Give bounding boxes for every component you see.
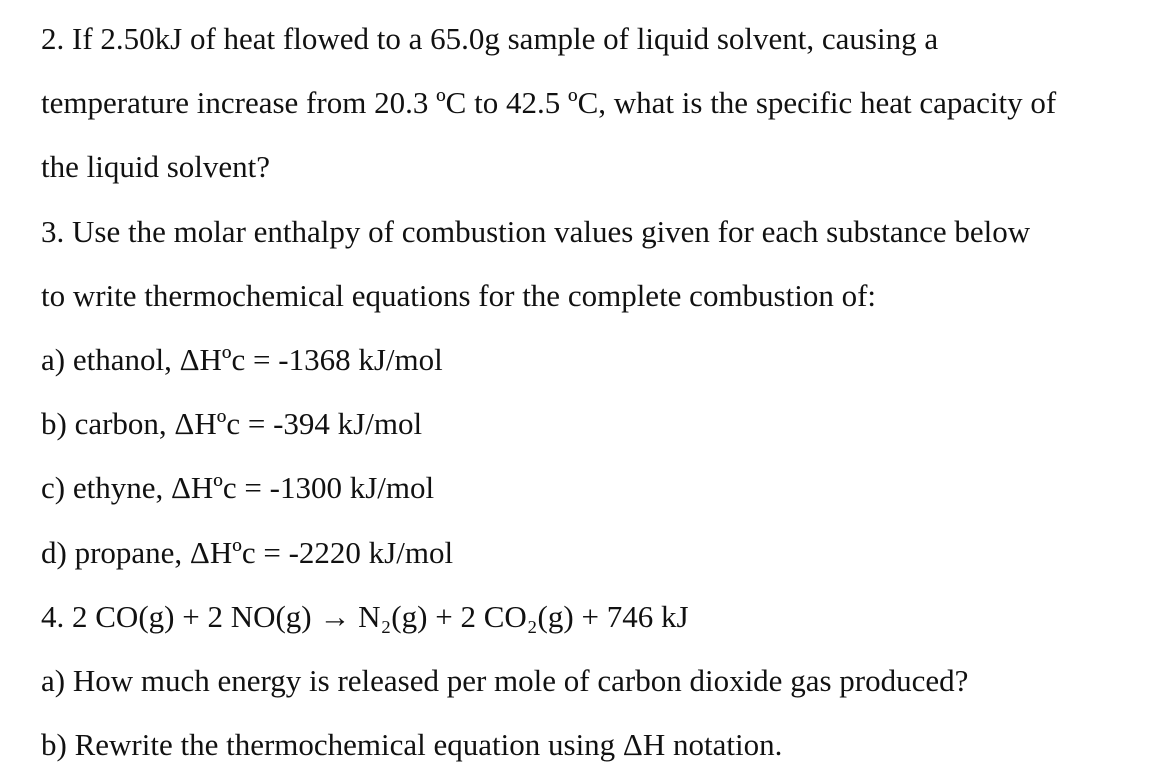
question-3-text-line-2: to write thermochemical equations for the complete combustion of: [41,277,877,313]
question-4-equation: 4. 2 CO(g) + 2 NO(g) → N₂(g) + 2 CO₂(g) + 746 kJ [41,598,689,634]
question-2-text-line-2: temperature increase from 20.3 ºC to 42.5 ºC, what is the specific heat capacity of [41,85,1057,121]
question-3-text-line-1: 3. Use the molar enthalpy of combustion values given for each substance below [41,213,1031,249]
question-4-part-b: b) Rewrite the thermochemical equation using ΔH notation. [41,727,783,763]
question-3-part-a: a) ethanol, ΔHºc = -1368 kJ/mol [41,341,443,377]
question-2-text-line-1: 2. If 2.50kJ of heat flowed to a 65.0g sample of liquid solvent, causing a [41,21,939,56]
question-3-part-d: d) propane, ΔHºc = -2220 kJ/mol [41,534,454,570]
question-3-part-b: b) carbon, ΔHºc = -394 kJ/mol [41,406,423,442]
question-2-text-line-3: the liquid solvent? [41,149,271,185]
document-page [41,10,1161,780]
question-4-part-a: a) How much energy is released per mole of carbon dioxide gas produced? [41,662,969,698]
question-3-part-c: c) ethyne, ΔHºc = -1300 kJ/mol [41,470,435,506]
